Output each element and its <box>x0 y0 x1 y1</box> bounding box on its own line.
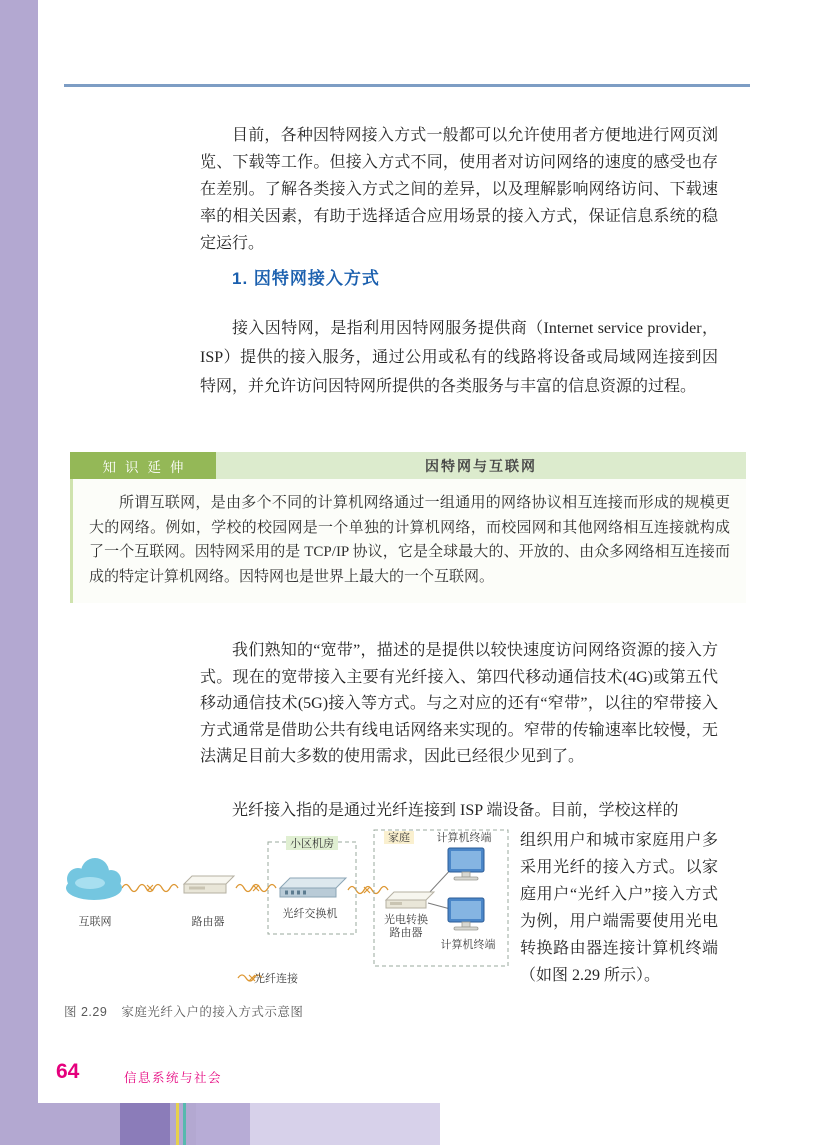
decor-segment <box>250 1103 440 1145</box>
label-converter-line2: 路由器 <box>389 927 423 939</box>
label-converter-line1: 光电转换 <box>384 914 428 926</box>
fiber-paragraph-line1: 光纤接入指的是通过光纤连接到 ISP 端设备。目前，学校这样的 <box>232 802 679 819</box>
knowledge-body: 所谓互联网，是由多个不同的计算机网络通过一组通用的网络协议相互连接而形成的规模更大的网络。例如，学校的校园网是一个单独的计算机网络，而校园网和其他网络相互连接就构成了一个互联网。因特网采用的是 TCP/IP 协议，它是全球最大的、开放的、由众多网络相互连接而成的特定计算机网络。因特网也是世界上最大的一个互联网。 <box>70 479 746 603</box>
intro-paragraph: 目前，各种因特网接入方式一般都可以允许使用者方便地进行网页浏览、下载等工作。但接入方式不同，使用者对访问网络的速度的感受也存在差别。了解各类接入方式之间的差异，以及理解影响网络访问、下载速率的相关因素，有助于选择适合应用场景的接入方式，保证信息系统的稳定运行。 <box>200 127 718 252</box>
fiber-node-icon <box>147 885 153 891</box>
figure-2-29-diagram <box>52 826 517 994</box>
label-legend-fiber: 光纤连接 <box>254 973 298 985</box>
label-terminal-bottom: 计算机终端 <box>440 939 496 951</box>
knowledge-title: 因特网与互联网 <box>216 452 746 479</box>
internet-cloud-icon <box>66 858 122 900</box>
decor-segment <box>0 1103 120 1145</box>
figure-caption-label: 图 2.29 <box>64 1005 108 1019</box>
knowledge-tag: 知识延伸 <box>70 452 216 479</box>
figure-2-29 <box>52 826 517 994</box>
section-heading: 1. 因特网接入方式 <box>232 269 380 288</box>
label-fiber-switch: 光纤交换机 <box>282 908 338 920</box>
fiber-paragraph-wrap: 组织用户和城市家庭用户多采用光纤的接入方式。以家庭用户“光纤入户”接入方式为例，用户端需要使用光电转换路由器连接计算机终端（如图 2.29 所示）。 <box>520 832 718 984</box>
fiber-node-icon <box>253 885 259 891</box>
broadband-paragraph: 我们熟知的“宽带”，描述的是提供以较快速度访问网络资源的接入方式。现在的宽带接入主要有光纤接入、第四代移动通信技术(4G)或第五代移动通信技术(5G)接入等方式。与之对应的还有“窄带”，以往的窄带接入方式通常是借助公共有线电话网络来实现的。窄带的传输速率比较慢，无法满足目前大多数的使用需求，因此已经很少见到了。 <box>200 642 718 765</box>
knowledge-box-header <box>70 452 746 479</box>
decor-stripe <box>183 1103 186 1145</box>
access-paragraph: 接入因特网，是指利用因特网服务提供商（Internet service provider，ISP）提供的接入服务，通过公用或私有的线路将设备或局域网连接到因特网，并允许访问因特网所提供的各类服务与丰富的信息资源的过程。 <box>200 320 718 395</box>
fiber-link-switch-home <box>348 887 388 894</box>
label-terminal-top: 计算机终端 <box>436 832 492 844</box>
decor-stripe <box>176 1103 179 1145</box>
label-internet: 互联网 <box>78 916 112 928</box>
label-home: 家庭 <box>388 832 410 844</box>
fiber-node-icon <box>364 887 370 893</box>
computer-terminal-bottom-icon <box>448 898 484 930</box>
knowledge-box <box>70 452 746 603</box>
book-title: 信息系统与社会 <box>124 1071 223 1085</box>
label-community-room: 小区机房 <box>290 838 334 850</box>
decor-segment <box>196 1103 250 1145</box>
label-router: 路由器 <box>191 916 225 928</box>
page-edge-strip <box>0 0 38 1145</box>
page-number: 64 <box>56 1060 80 1083</box>
router-icon <box>184 876 234 893</box>
figure-caption-text: 家庭光纤入户的接入方式示意图 <box>121 1005 304 1019</box>
header-rule <box>64 84 750 87</box>
footer-decoration <box>0 1103 816 1145</box>
decor-segment <box>120 1103 170 1145</box>
fiber-legend <box>238 971 298 985</box>
optical-converter-router-icon <box>386 892 434 908</box>
computer-terminal-top-icon <box>448 848 484 880</box>
fiber-switch-icon <box>280 878 346 897</box>
figure-caption <box>64 1002 303 1020</box>
